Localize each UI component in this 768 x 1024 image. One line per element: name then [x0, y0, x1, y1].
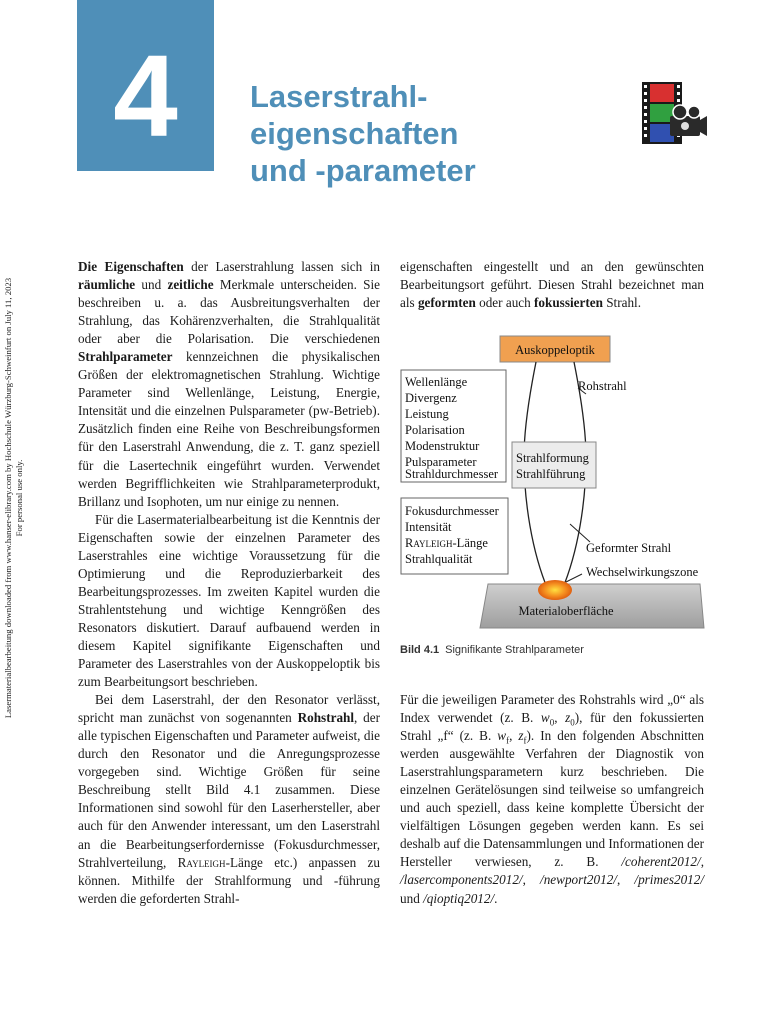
body-column-right-top [400, 258, 704, 312]
paragraph: Für die Lasermaterialbearbeitung ist die Kenntnis der Eigenschaften sowie der einzelnen Parameter des Laserstrahles eine wichtige Voraussetzung für die Optimierung und die Reproduzierbarkeit des Bearbeitungsprozesses. Im zweiten Kapitel wurden die Strahlentstehung und wichtige Kenngrößen des Resonators diskutiert. Darauf aufbauend werden in diesem Kapitel signifikante Eigenschaften und Parameter des Laserstrahles von der Auskoppeloptik bis zum Bearbeitungsort beschrieben. [78, 511, 380, 690]
reference: /newport2012/ [540, 872, 617, 888]
figure-caption-text: Signifikante Strahlparameter [445, 644, 584, 656]
download-notice [3, 238, 25, 758]
body-column-right-bottom [400, 691, 704, 908]
paragraph: eigenschaften eingestellt und an den gewünschten Bearbeitungsort geführt. Diesen Strahl bezeichnet man als geformten oder auch fokussierten Strahl. [400, 259, 704, 311]
param-label: Polarisation [405, 423, 465, 437]
beam-shaping-label: Strahlformung [516, 451, 589, 465]
chapter-title-line: eigenschaften [250, 116, 459, 151]
material-surface-label: Materialoberfläche [518, 604, 614, 618]
body-column-left [78, 258, 380, 908]
interaction-zone [538, 580, 572, 600]
param-label: Leistung [405, 407, 449, 421]
chapter-title-line: Laserstrahl- [250, 79, 428, 114]
param-label: Intensität [405, 520, 452, 534]
param-label: Wellenlänge [405, 375, 468, 389]
download-notice-line: Lasermaterialbearbeitung downloaded from www.hanser-elibrary.com by Hochschule Würzburg-Schweinfurt on July 11, 2023 [3, 277, 13, 719]
chapter-title-line: und -parameter [250, 153, 476, 188]
download-notice-line: For personal use only. [14, 459, 24, 537]
param-label: Pulsparameter [405, 455, 477, 469]
reference: /coherent2012/ [621, 854, 701, 870]
chapter-number: 4 [113, 31, 178, 161]
reference: /lasercomponents2012/ [400, 872, 523, 888]
beam-guidance-label: Strahlführung [516, 467, 586, 481]
shaped-beam-label: Geformter Strahl [586, 541, 672, 555]
figure-caption [400, 644, 584, 656]
interaction-zone-label: Wechselwirkungszone [586, 565, 699, 579]
paragraph: Für die jeweiligen Parameter des Rohstrahls wird „0“ als Index verwendet (z. B. $w_0$, $z_0$), für den fokussierten Strahl „f“ (z. B. $w_f$, $z_f$). In den folgenden Abschnitten werden ausgewählte Verfahren der Diagnostik von Laserstrahlungsparametern kurz beschrieben. Die einzelnen Gerätelösungen sind teilweise so umfangreich und auch speziell, dass keine komplette Übersicht der vielfältigen Lösungen gegeben werden kann. Es sei deshalb auf die Datensammlungen und Informationen der Hersteller verwiesen, z. B. /coherent2012/, /lasercomponents2012/, /newport2012/, /primes2012/ und /qioptiq2012/. [400, 692, 705, 906]
beam-parameter-diagram [400, 332, 706, 632]
chapter-number-box [77, 0, 214, 171]
param-label: Strahldurchmesser [405, 467, 499, 481]
reference: /primes2012/ [634, 872, 705, 888]
param-label: Divergenz [405, 391, 457, 405]
decoupling-optics-label: Auskoppeloptik [515, 343, 595, 357]
param-label: Rayleigh-Länge [405, 536, 488, 550]
raw-beam-label: Rohstrahl [578, 379, 627, 393]
reference: /qioptiq2012/ [423, 890, 495, 906]
param-label: Modenstruktur [405, 439, 480, 453]
figure-caption-label: Bild 4.1 [400, 644, 440, 656]
param-label: Strahlqualität [405, 552, 473, 566]
interaction-zone-leader [566, 574, 582, 582]
paragraph: Die Eigenschaften der Laserstrahlung lassen sich in räumliche und zeitliche Merkmale unterscheiden. Sie beschreiben u. a. das Ausbreitungsverhalten der Strahlung, das Kohärenzverhalten, die Strahlqualität oder aber die Polarisation. Die verschiedenen Strahlparameter kennzeichnen die physikalischen Größen der elektromagnetischen Strahlung. Wichtige Parameter sind Wellenlänge, Leistung, Energie, Intensität und die einzelnen Pulsparameter (pw-Betrieb). Zusätzlich finden eine Reihe von Beschreibungsformen für den Laserstrahl Anwendung, die z. T. ganz speziell für die Lasertechnik eingeführt wurden. Verwendet werden Begrifflichkeiten wie Strahlparameterprodukt, Brillanz und Isophoten, um nur einige zu nennen. [78, 259, 380, 509]
paragraph: Bei dem Laserstrahl, der den Resonator verlässt, spricht man zunächst von sogenannten Rohstrahl, der alle typischen Eigenschaften und Parameter aufweist, die durch den Resonator und die Anregungsprozesse vorgegeben sind. Wichtige Größen für seine Beschreibung stellt Bild 4.1 zusammen. Diese Informationen sind sowohl für den Laserhersteller, aber auch für den Anwender interessant, um den Laserstrahl an die Bearbeitungserfordernisse (Fokusdurchmesser, Strahlverteilung, Rayleigh-Länge etc.) anpassen zu können. Mithilfe der Strahlformung und -führung werden die geforderten Strahl- [78, 692, 381, 906]
chapter-title [250, 78, 476, 189]
param-label: Fokusdurchmesser [405, 504, 499, 518]
video-film-icon [640, 80, 708, 148]
beam-shaping-box [512, 442, 596, 488]
